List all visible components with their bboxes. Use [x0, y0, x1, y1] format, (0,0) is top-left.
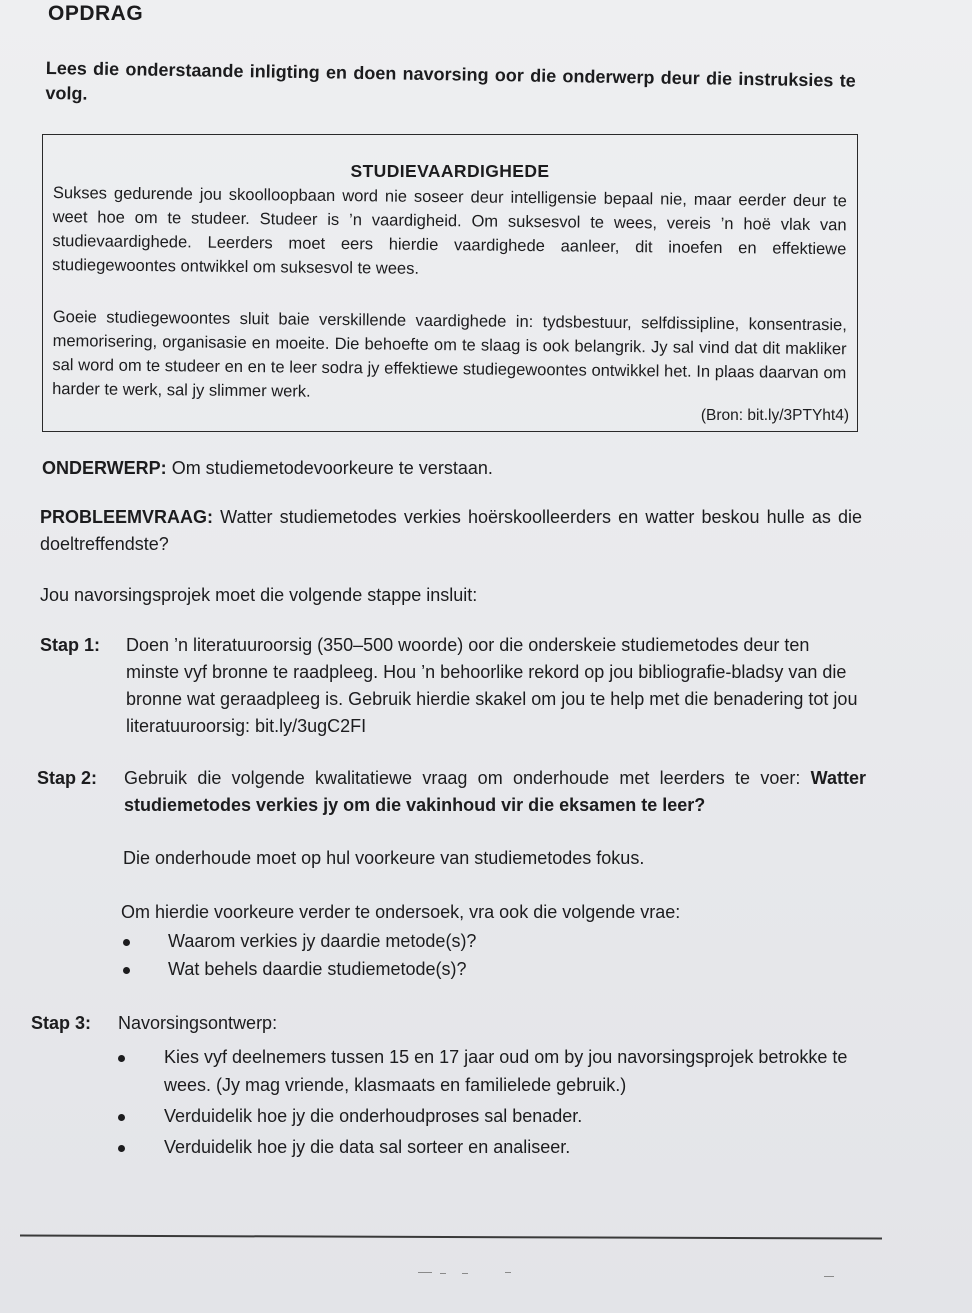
- page-mark: [824, 1276, 834, 1277]
- bullet-icon: [118, 1055, 125, 1062]
- topic-label: ONDERWERP:: [42, 458, 167, 478]
- list-item: Wat behels daardie studiemetode(s)?: [168, 955, 868, 983]
- step-2-followup-lead: Om hierdie voorkeure verder te ondersoek, vra ook die volgende vrae:: [121, 902, 681, 922]
- problem-question-text: Watter studiemetodes verkies hoërskoolleerders en watter beskou hulle as die doeltreffendste?: [40, 507, 862, 554]
- page-mark: [440, 1273, 446, 1274]
- box-title: STUDIEVAARDIGHEDE: [350, 161, 550, 181]
- list-item: Verduidelik hoe jy die onderhoudproses sal benader.: [164, 1102, 884, 1130]
- step-3-bullet-list: [164, 1043, 884, 1161]
- step-2-bullet-list: [168, 927, 868, 983]
- step-2-label: Stap 2:: [37, 768, 98, 788]
- step-2-focus: Die onderhoude moet op hul voorkeure van studiemetodes fokus.: [123, 848, 645, 868]
- step-2-text: [124, 765, 866, 819]
- step-3-title: Navorsingsontwerp:: [118, 1013, 278, 1033]
- problem-question: [40, 504, 862, 558]
- page-mark: [462, 1273, 468, 1274]
- page-mark: [505, 1272, 511, 1273]
- step-3-label: Stap 3:: [31, 1013, 92, 1033]
- intro-instructions: Lees die onderstaande inligting en doen navorsing oor die onderwerp deur die instruksies te volg.: [45, 57, 856, 104]
- topic-line: [42, 455, 493, 482]
- step-2-instruction: Gebruik die volgende kwalitatiewe vraag om onderhoude met leerders te voer:: [124, 768, 811, 788]
- study-skills-box: [42, 134, 858, 432]
- list-item: Verduidelik hoe jy die data sal sorteer en analiseer.: [164, 1133, 884, 1161]
- step-2-interview-question: Watter studiemetodes verkies jy om die vakinhoud vir die eksamen te leer?: [124, 768, 866, 815]
- topic-text: Om studiemetodevoorkeure te verstaan.: [166, 458, 493, 478]
- steps-lead: Jou navorsingsprojek moet die volgende stappe insluit:: [40, 585, 478, 605]
- bullet-icon: [123, 967, 130, 974]
- step-1-label: Stap 1:: [40, 635, 101, 655]
- list-item: Waarom verkies jy daardie metode(s)?: [168, 927, 868, 955]
- box-paragraph-1: Sukses gedurende jou skoolloopbaan word nie soseer deur intelligensie bepaal nie, maar eerder deur te weet hoe om te studeer. Studeer is ’n vaardigheid. Om suksesvol te wees, vereis ’n hoë vlak van studievaardighede. Leerders moet eers hierdie vaardighede aanleer, dit inoefen en effektiewe studiegewoontes ontwikkel om suksesvol te wees.: [52, 183, 847, 278]
- bottom-divider: [20, 1234, 882, 1239]
- page-mark: [418, 1272, 432, 1273]
- bullet-icon: [118, 1145, 125, 1152]
- list-item: Kies vyf deelnemers tussen 15 en 17 jaar oud om by jou navorsingsprojek betrokke te wees. (Jy mag vriende, klasmaats en familielede gebruik.): [164, 1043, 884, 1099]
- page-heading: OPDRAG: [48, 2, 144, 25]
- box-paragraph-2: Goeie studiegewoontes sluit baie verskillende vaardighede in: tydsbestuur, selfdissipline, konsentrasie, memorisering, organisasie en moeite. Die behoefte om te slaag is ook belangrik. Jy sal vind dat dit makliker sal word om te studeer en en te leer sodra jy effektiewe studiegewoontes ontwikkel het. In plaas daarvan om harder te werk, sal jy slimmer werk.: [52, 307, 847, 401]
- box-source: (Bron: bit.ly/3PTYht4): [700, 407, 849, 424]
- bullet-icon: [123, 939, 130, 946]
- bullet-icon: [118, 1114, 125, 1121]
- step-1-text: Doen ’n literatuuroorsig (350–500 woorde) oor die onderskeie studiemetodes deur ten minste vyf bronne te raadpleeg. Hou ’n behoorlike rekord op jou bibliografie-bladsy van die bronne wat geraadpleeg is. Gebruik hierdie skakel om jou te help met die benadering tot jou literatuuroorsig: bit.ly/3ugC2FI: [126, 635, 858, 736]
- problem-question-label: PROBLEEMVRAAG:: [40, 507, 214, 527]
